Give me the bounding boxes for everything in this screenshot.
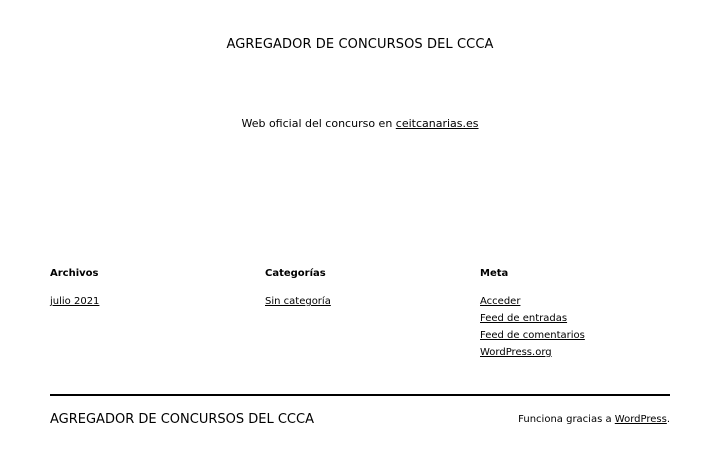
widget-categorias <box>265 268 331 310</box>
category-link-sin-categoria[interactable]: Sin categoría <box>265 296 331 307</box>
widget-title-meta: Meta <box>480 268 509 279</box>
meta-link-feed-comentarios[interactable]: Feed de comentarios <box>480 330 585 341</box>
widget-meta <box>480 268 585 361</box>
meta-list <box>480 293 585 361</box>
list-item <box>265 293 331 310</box>
categorias-list <box>265 293 331 310</box>
footer-site-title-link[interactable]: AGREGADOR DE CONCURSOS DEL CCCA <box>50 412 314 427</box>
meta-link-acceder[interactable]: Acceder <box>480 296 521 307</box>
list-item <box>50 293 99 310</box>
widget-archivos <box>50 268 99 310</box>
archivos-list <box>50 293 99 310</box>
widget-title-archivos: Archivos <box>50 268 99 279</box>
intro-paragraph <box>0 117 720 130</box>
site-title-link[interactable]: AGREGADOR DE CONCURSOS DEL CCCA <box>226 37 494 52</box>
list-item <box>480 327 585 344</box>
ceitcanarias-link[interactable]: ceitcanarias.es <box>395 117 479 130</box>
list-item <box>480 293 585 310</box>
intro-text: Web oficial del concurso en <box>241 117 396 130</box>
meta-link-feed-entradas[interactable]: Feed de entradas <box>480 313 568 324</box>
archive-link-julio-2021[interactable]: julio 2021 <box>50 296 100 307</box>
footer-divider <box>50 394 670 396</box>
wordpress-link[interactable]: WordPress <box>614 414 667 425</box>
powered-by-text: Funciona gracias a <box>518 414 615 425</box>
list-item <box>480 310 585 327</box>
meta-link-wordpress-org[interactable]: WordPress.org <box>480 347 552 358</box>
powered-by-suffix: . <box>666 414 670 425</box>
list-item <box>480 344 585 361</box>
powered-by <box>518 414 670 425</box>
widget-title-categorias: Categorías <box>265 268 326 279</box>
